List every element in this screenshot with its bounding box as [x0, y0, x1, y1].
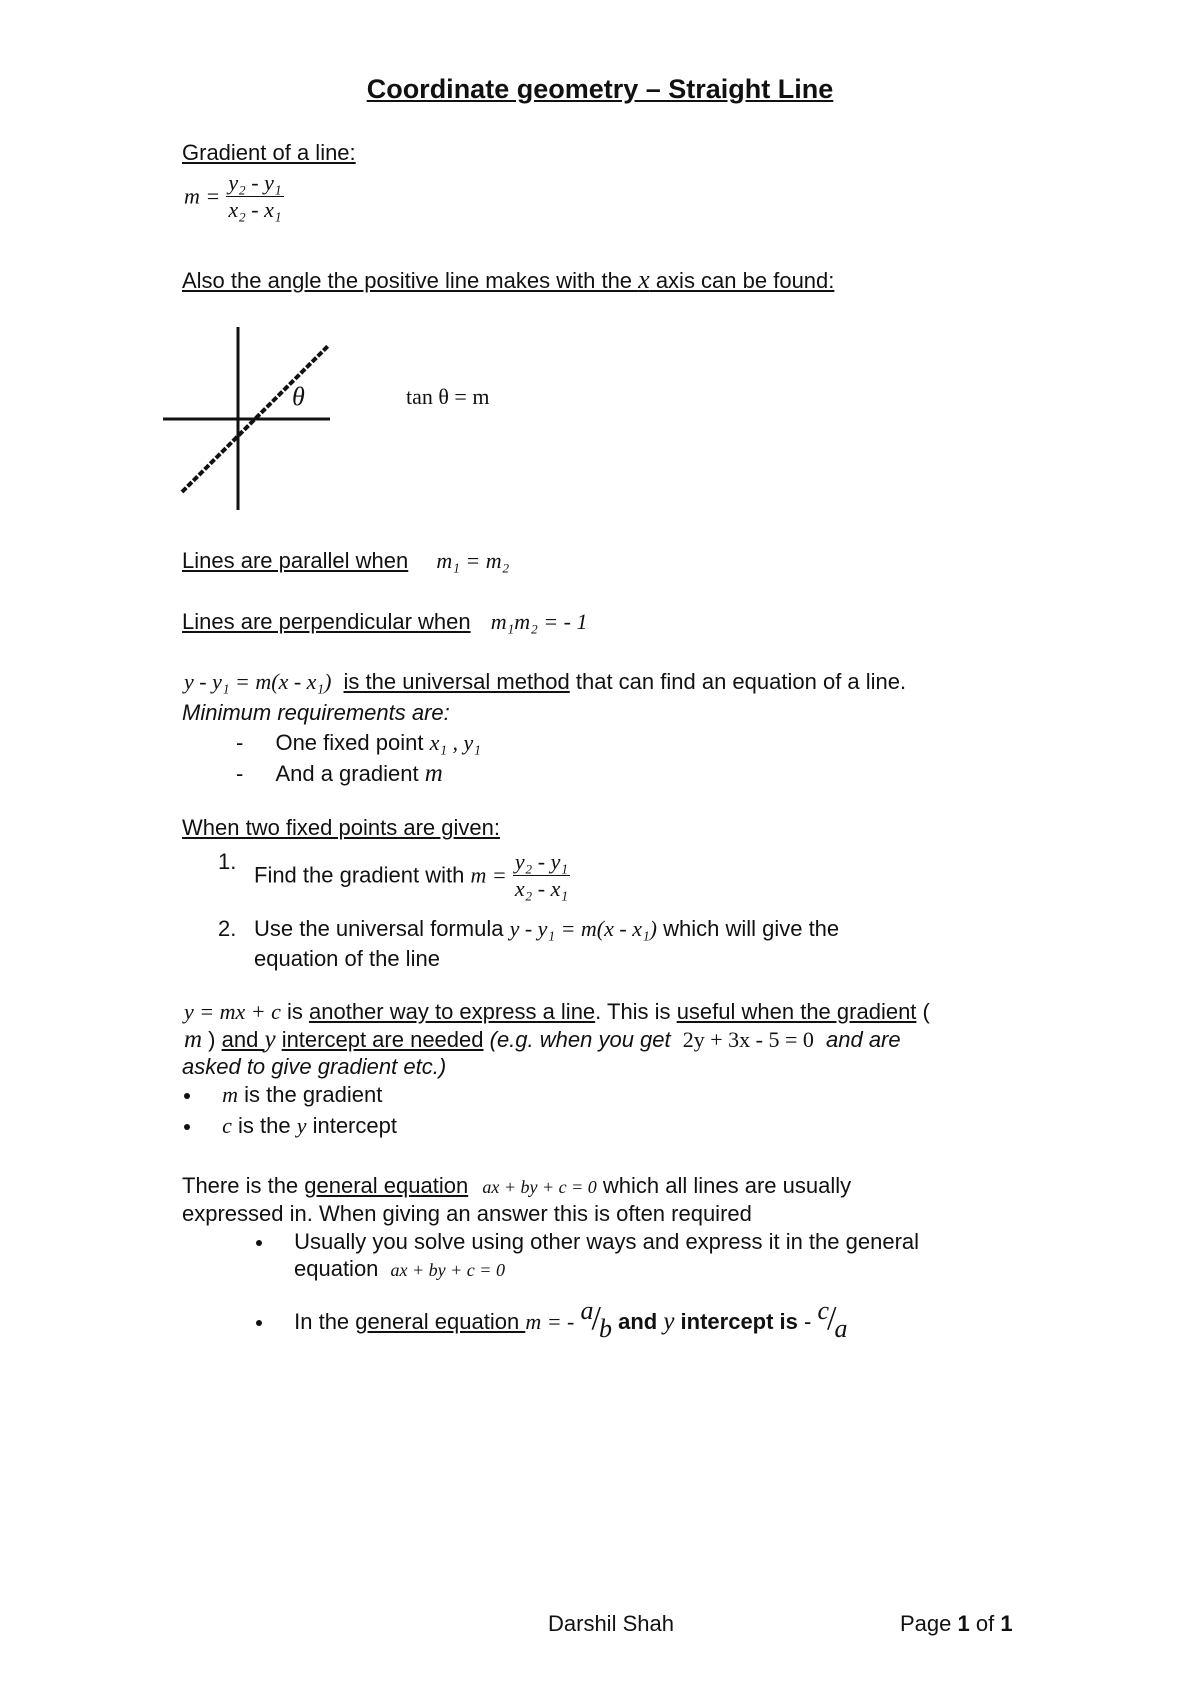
si-bullet-1-text: is the gradient	[238, 1082, 383, 1107]
gradient-fraction	[226, 170, 283, 223]
si-u3: and	[221, 1027, 265, 1052]
c-over-a	[817, 1296, 848, 1343]
dash-1: -	[236, 730, 244, 755]
requirement-math-2: m	[424, 760, 443, 787]
si-t1: is	[280, 999, 309, 1024]
step-2-math: y - y₁ = m(x - x₁)	[509, 916, 657, 941]
min-requirements: Minimum requirements are:	[182, 700, 450, 725]
gradient-numerator: y₂ - y₁	[228, 170, 282, 195]
requirement-text-2: And a gradient	[275, 761, 425, 786]
step-1-denominator: x₂ - x₁	[514, 876, 568, 901]
si-m: m	[184, 1026, 203, 1053]
footer-page-word: Page	[900, 1611, 958, 1636]
bullet-dot	[184, 1093, 190, 1099]
frac-slash: /	[591, 1300, 601, 1337]
universal-formula: y - y₁ = m(x - x₁)	[184, 669, 332, 694]
gen-t2: which all lines are usually	[596, 1173, 852, 1198]
gradient-heading: Gradient of a line:	[182, 140, 356, 165]
angle-text-a: Also the angle the positive line makes with the	[182, 268, 639, 293]
si-t4: )	[202, 1027, 222, 1052]
si-y: y	[264, 1026, 276, 1053]
si-bullet-2-sym: c	[222, 1113, 232, 1138]
step-1-numerator: y₂ - y₁	[514, 849, 568, 874]
requirement-text-1: One fixed point	[275, 730, 430, 755]
gen-formula: ax + by + c = 0	[482, 1177, 597, 1197]
si-bullet-2-text2: intercept	[306, 1113, 397, 1138]
si-bullet-2-sym2: y	[296, 1113, 307, 1138]
footer-page-total: 1	[1000, 1611, 1013, 1636]
slope-intercept-line-3: asked to give gradient etc.)	[182, 1054, 447, 1079]
footer-of-word: of	[969, 1611, 1001, 1636]
a-over-b	[580, 1296, 612, 1343]
step-1-lhs: m =	[470, 862, 507, 888]
si-u1: another way to express a line	[309, 999, 596, 1024]
gen-b1-line1: Usually you solve using other ways and express it in the general	[294, 1229, 920, 1254]
step-2	[218, 916, 840, 942]
slope-intercept-formula: y = mx + c	[184, 999, 281, 1024]
universal-underlined: is the universal method	[343, 669, 570, 694]
step-2-line-2: equation of the line	[254, 946, 440, 971]
angle-text-b: axis can be found:	[649, 268, 835, 293]
step-1-fraction	[513, 849, 570, 902]
general-bullet-1	[256, 1229, 919, 1255]
gradient-formula	[184, 170, 284, 223]
general-line-2: expressed in. When giving an answer this is often required	[182, 1201, 752, 1226]
slope-intercept-line-2	[184, 1026, 901, 1054]
frac-slash-2: /	[827, 1300, 837, 1337]
frac-c: c	[817, 1296, 830, 1325]
universal-row	[184, 669, 906, 695]
footer-author: Darshil Shah	[548, 1611, 674, 1636]
general-bullet-1-line-2	[294, 1256, 505, 1282]
slope-intercept-line-1	[184, 999, 930, 1025]
angle-text	[182, 265, 834, 295]
gen-b2-minus: -	[804, 1309, 818, 1334]
footer-page-num: 1	[957, 1611, 970, 1636]
requirement-item-1	[236, 730, 481, 756]
si-u2: useful when the gradient	[676, 999, 917, 1024]
two-points-heading: When two fixed points are given:	[182, 815, 500, 840]
si-bullet-2	[184, 1113, 397, 1139]
bullet-dot	[184, 1124, 190, 1130]
si-bullet-1	[184, 1082, 382, 1108]
requirement-item-2	[236, 760, 443, 788]
universal-rest: that can find an equation of a line.	[569, 669, 907, 694]
theta-label: θ	[292, 382, 305, 411]
parallel-label: Lines are parallel when	[182, 548, 409, 573]
tan-formula: tan θ = m	[406, 384, 490, 409]
gradient-lhs: m =	[184, 183, 221, 209]
gen-b2-u: general equation	[355, 1309, 526, 1334]
gen-b2-t1: In the	[294, 1309, 356, 1334]
bullet-dot	[256, 1320, 262, 1326]
general-line-1	[182, 1173, 851, 1199]
footer-page	[900, 1611, 1013, 1637]
si-example: 2y + 3x - 5 = 0	[682, 1027, 814, 1052]
si-t3: (	[916, 999, 930, 1024]
si-bullet-2-text: is the	[231, 1113, 297, 1138]
step-2-body	[254, 916, 839, 942]
step-2-number: 2.	[218, 916, 237, 941]
general-bullet-2	[256, 1296, 848, 1343]
page-title: Coordinate geometry – Straight Line	[366, 74, 834, 104]
frac-b: b	[598, 1314, 612, 1343]
si-bullet-1-sym: m	[222, 1082, 239, 1107]
step-1-number: 1.	[218, 849, 237, 874]
gen-b2-y: y	[663, 1308, 675, 1335]
gen-b2-and: and	[618, 1309, 664, 1334]
frac-a2: a	[834, 1314, 848, 1343]
step-2-text: Use the universal formula	[254, 916, 510, 941]
angle-diagram	[160, 322, 340, 512]
step-2-rest: which will give the	[656, 916, 840, 941]
si-u4: intercept are needed	[281, 1027, 484, 1052]
step-1	[218, 849, 568, 901]
gen-b2-intercept: intercept is	[674, 1309, 805, 1334]
frac-a: a	[580, 1296, 594, 1325]
angle-x: x	[638, 265, 650, 294]
gen-b1-line2: equation	[294, 1256, 385, 1281]
step-1-body	[254, 849, 570, 902]
gen-b2-m: m = -	[525, 1309, 575, 1334]
gen-u1: general equation	[304, 1173, 469, 1198]
si-i2: and are	[819, 1027, 901, 1052]
dash-2: -	[236, 761, 244, 786]
gradient-denominator: x₂ - x₁	[228, 197, 282, 222]
perpendicular-row	[182, 609, 588, 635]
step-1-text: Find the gradient with	[254, 862, 471, 888]
bullet-dot	[256, 1240, 262, 1246]
requirement-math-1: x₁ , y₁	[429, 730, 481, 755]
parallel-row	[182, 548, 509, 574]
gen-b1-formula: ax + by + c = 0	[390, 1260, 505, 1280]
parallel-formula: m₁ = m₂	[436, 548, 510, 573]
si-t2: . This is	[595, 999, 677, 1024]
perpendicular-label: Lines are perpendicular when	[182, 609, 471, 634]
gen-t1: There is the	[182, 1173, 305, 1198]
perpendicular-formula: m₁m₂ = - 1	[490, 609, 588, 634]
si-i1: (e.g. when you get	[483, 1027, 677, 1052]
